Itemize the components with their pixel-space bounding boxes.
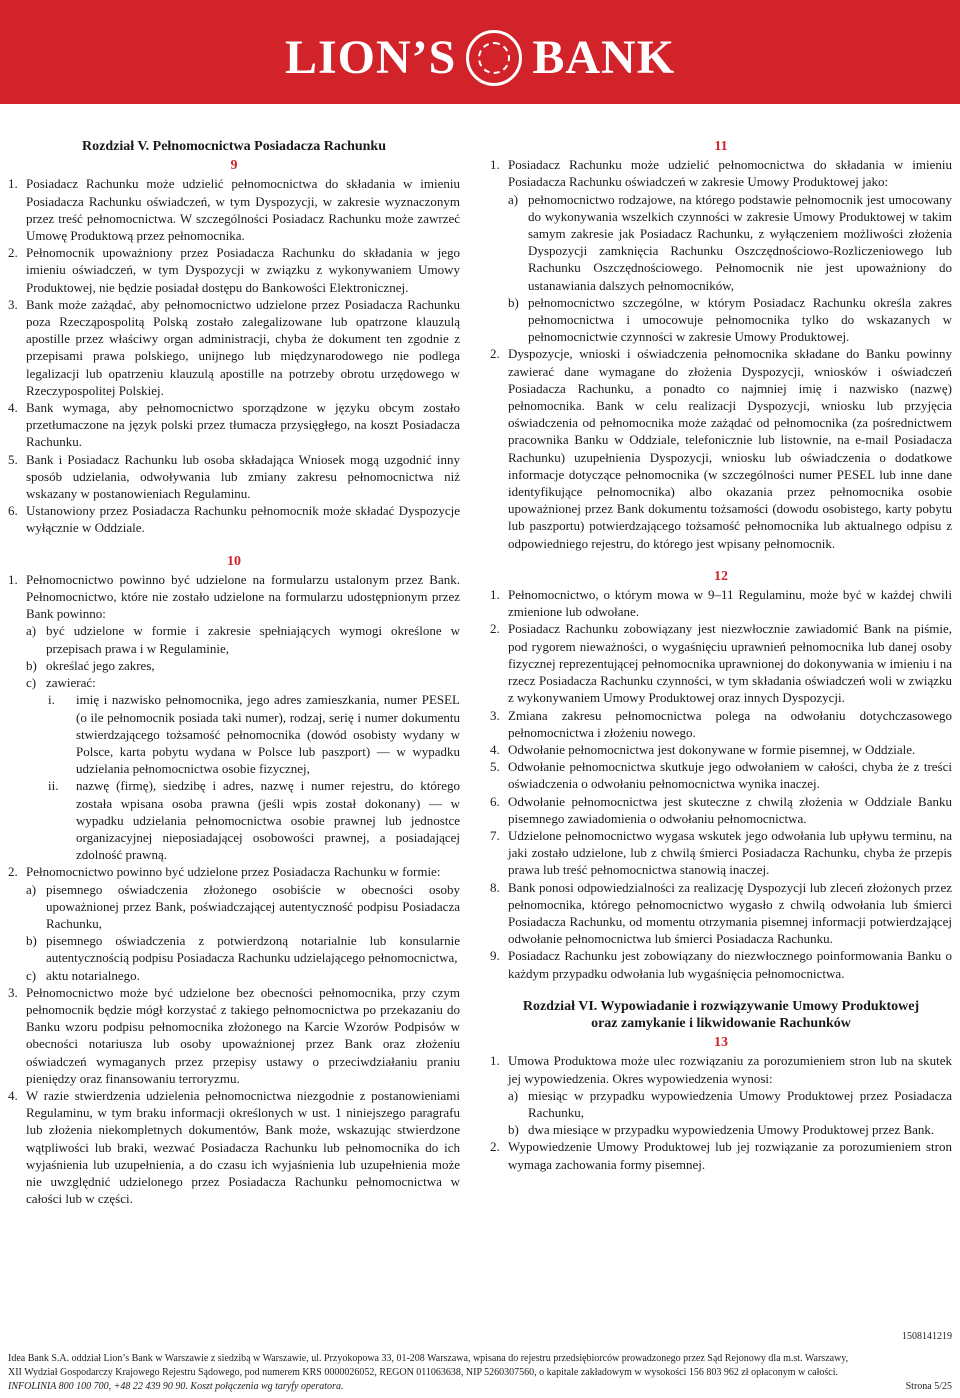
page-number: Strona 5/25 bbox=[905, 1381, 952, 1392]
list-item: 9. Posiadacz Rachunku jest zobowiązany do niezwłocznego poinformowania Banku o każdym przypadku odwołania lub wygaśnięcia pełnomocnictwa. bbox=[490, 948, 952, 981]
brand-name-right: BANK bbox=[532, 30, 676, 84]
list-item: 1. Posiadacz Rachunku może udzielić pełnomocnictwa do składania w imieniu Posiadacza Rachunku oświadczeń, w tym Dyspozycji, w zakresie wyznaczonym przez treść pełnomocnictwa. W szczególności Posiadacz Rachunku może zawrzeć Umowę Produktową przez pełnomocnika. bbox=[8, 176, 460, 244]
list-item: 2. Wypowiedzenie Umowy Produktowej lub jej rozwiązanie za porozumieniem stron wymaga zachowania formy pisemnej. bbox=[490, 1139, 952, 1172]
list-item: 2. Pełnomocnik upoważniony przez Posiadacza Rachunku do składania w jego imieniu oświadczeń, w tym Dyspozycji w związku z wykonywaniem Umowy Produktowej, nie będzie posiadał dostępu do Bankowości Elektronicznej. bbox=[8, 245, 460, 295]
chapter-title: Rozdział VI. Wypowiadanie i rozwiązywanie Umowy Produktowej oraz zamykanie i likwidowanie Rachunków bbox=[522, 998, 920, 1031]
list-item: 4. W razie stwierdzenia udzielenia pełnomocnictwa niezgodnie z postanowieniami Regulaminu, w tym braku informacji określonych w ust. 1 niniejszego paragrafu lub złożenia niekompletnych dokumentów, Bank może, wskazując stwierdzone wątpliwości lub braki, wezwać Posiadacza Rachunku lub pełnomocnika do ich wyjaśnienia lub uzupełnienia, a do czasu ich wyjaśnienia lub uzupełnienia może nie uwzględnić udzielonego przez Posiadacza Rachunku pełnomocnictwa w całości lub w części. bbox=[8, 1087, 460, 1207]
list-item: 1. Pełnomocnictwo, o którym mowa w 9–11 Regulaminu, może być w każdej chwili zmienione lub odwołane. bbox=[490, 587, 952, 620]
section-heading: 12 bbox=[714, 568, 728, 584]
list-item: 5. Odwołanie pełnomocnictwa skutkuje jego odwołaniem w całości, chyba że z treści oświadczenia o odwołaniu pełnomocnictwa wynika inaczej. bbox=[490, 759, 952, 792]
sub-item: a) być udzielone w formie i zakresie spełniających wymogi określone w przepisach prawa i w Regulaminie, bbox=[26, 623, 460, 656]
sub-item: b) pełnomocnictwo szczególne, w którym Posiadacz Rachunku określa zakres pełnomocnictwa i umocowuje pełnomocnika tylko do wskazanych w pełnomocnictwie czynności w zakresie Umowy Produktowej. bbox=[508, 294, 952, 345]
section-heading: 13 bbox=[714, 1035, 728, 1051]
section-heading: 9 bbox=[230, 158, 238, 174]
right-column bbox=[490, 138, 952, 1173]
footer-contact-row bbox=[8, 1380, 952, 1394]
list-item: 6. Ustanowiony przez Posiadacza Rachunku pełnomocnik może składać Dyspozycje wyłącznie w Oddziale. bbox=[8, 503, 460, 536]
list-item: 6. Odwołanie pełnomocnictwa jest skuteczne z chwilą złożenia w Oddziale Banku pisemnego zawiadomienia o odwołaniu pełnomocnictwa. bbox=[490, 793, 952, 826]
footer-legal-line: Idea Bank S.A. oddział Lion’s Bank w Warszawie z siedzibą w Warszawie, ul. Przyokopowa 33, 01-208 Warszawa, wpisana do rejestru przedsiębiorców prowadzonego przez Sąd Rejonowy dla m.st. Warszawy, bbox=[8, 1353, 849, 1364]
section-heading: 10 bbox=[227, 553, 241, 569]
sub-item: c) aktu notarialnego. bbox=[26, 967, 140, 983]
brand-name-left: LION’S bbox=[284, 30, 457, 84]
list-item: 4. Odwołanie pełnomocnictwa jest dokonywane w formie pisemnej, w Oddziale. bbox=[490, 741, 916, 757]
sub-item: b) dwa miesiące w przypadku wypowiedzenia Umowy Produktowej przez Bank. bbox=[508, 1122, 935, 1138]
sub-item: a) miesiąc w przypadku wypowiedzenia Umowy Produktowej przez Posiadacza Rachunku, bbox=[508, 1087, 952, 1120]
sub-sub-item: i. imię i nazwisko pełnomocnika, jego adres zamieszkania, numer PESEL (o ile pełnomocnik posiada taki numer), rodzaj, serię i numer dokumentu stwierdzającego tożsamość pełnomocnika (dowód osobisty wydany w Polsce, karta pobytu wydana w Polsce lub paszport) — w wypadku udzielania pełnomocnictwa osobie fizycznej, bbox=[48, 692, 460, 777]
list-item: 2. Dyspozycje, wnioski i oświadczenia pełnomocnika składane do Banku powinny zawierać dane wymagane do złożenia Dyspozycji, wniosków i oświadczeń Posiadacza Rachunku, a ponadto co najmniej imię i nazwisko (nazwę) pełnomocnika. Bank w celu realizacji Dyspozycji, wniosku lub przyjęcia oświadczenia od pełnomocnika może zażądać od pełnomocnika (za pośrednictwem pracownika Banku w Oddziale, telefonicznie lub listownie, na e-mail Posiadacza Rachunku) uzupełnienia Dyspozycji, wniosku lub oświadczenia o dodatkowe informacje dotyczące pełnomocnika (w szczególności numer PESEL lub inne dane identyfikujące pełnomocnika) albo okazania przez pełnomocnika osobie upoważnionej przez Bank dokumentu tożsamości (dowodu osobistego, karty pobytu lub paszportu) potwierdzającego tożsamość pełnomocnika lub aktualnego odpisu z odpowiedniego rejestru, do którego jest wpisany pełnomocnik. bbox=[490, 346, 952, 551]
list-item: 1. Umowa Produktowa może ulec rozwiązaniu za porozumieniem stron lub na skutek jej wypowiedzenia. Okres wypowiedzenia wynosi: bbox=[490, 1053, 952, 1086]
list-item: 1. Posiadacz Rachunku może udzielić pełnomocnictwa do składania w imieniu Posiadacza Rachunku oświadczeń w zakresie Umowy Produktowej jako: bbox=[490, 157, 952, 190]
sub-item: c) zawierać: bbox=[26, 675, 96, 691]
left-column bbox=[8, 138, 460, 1207]
list-item: 3. Bank może zażądać, aby pełnomocnictwo udzielone przez Posiadacza Rachunku poza Rzecząpospolitą Polską zostało zalegalizowane lub opatrzone klauzulą apostille przez właściwy organ administracji, chyba że dokument ten zgodnie z przepisami prawa polskiego, unijnego lub międzynarodowego nie podlega legalizacji lub opatrzeniu klauzulą apostille na potrzeby obrotu urzędowego w Rzeczypospolitej Polskiej. bbox=[8, 296, 460, 398]
list-item: 7. Udzielone pełnomocnictwo wygasa wskutek jego odwołania lub upływu terminu, na jaki zostało udzielone, lub z chwilą śmierci Posiadacza Rachunku, chyba że przepis prawa lub treść pełnomocnictwa stanowią inaczej. bbox=[490, 827, 952, 878]
brand-header bbox=[0, 0, 960, 104]
sub-item: b) pisemnego oświadczenia z potwierdzoną notarialnie lub konsularnie autentycznością podpisu Posiadacza Rachunku udzielającego pełnomocnictwa, bbox=[26, 933, 460, 966]
sub-sub-item: ii. nazwę (firmę), siedzibę i adres, nazwę i numer rejestru, do którego została wpisana osoba prawna (jeśli wpis został dokonany) — w wypadku udzielania pełnomocnictwa osobie prawnej lub jednostce organizacyjnej nieposiadającej osobowości prawnej, a posiadającej zdolność prawną. bbox=[48, 778, 460, 863]
list-item: 3. Pełnomocnictwo może być udzielone bez obecności pełnomocnika, przy czym pełnomocnik będzie mógł korzystać z takiego pełnomocnictwa po przekazaniu do Banku wzoru podpisu pełnomocnika złożonego na Karcie Wzorów Podpisów w obecności notariusza lub osoby upoważnionej przez Bank oraz złożeniu oświadczeń wymaganych przez przepisy ustawy o przeciwdziałaniu praniu pieniędzy oraz finansowaniu terroryzmu. bbox=[8, 984, 460, 1086]
chapter-title: Rozdział V. Pełnomocnictwa Posiadacza Rachunku bbox=[82, 139, 386, 154]
list-item: 4. Bank wymaga, aby pełnomocnictwo sporządzone w języku obcym zostało przetłumaczone na język polski przez tłumacza przysięgłego, na koszt Posiadacza Rachunku. bbox=[8, 400, 460, 450]
section-heading: 11 bbox=[714, 139, 728, 154]
document-code: 1508141219 bbox=[902, 1331, 952, 1342]
footer-hotline: INFOLINIA 800 100 700, +48 22 439 90 90. Koszt połączenia wg taryfy operatora. bbox=[8, 1381, 344, 1392]
list-item: 2. Posiadacz Rachunku zobowiązany jest niezwłocznie zawiadomić Bank na piśmie, pod rygorem nieważności, o wygaśnięciu uprawnień pełnomocnika lub danej osoby fizycznej reprezentującej pełnomocnika uprawnionej do dokonywania w imieniu i na rzecz Posiadacza Rachunku czynności, w tym składania oświadczeń woli w związku z wykonywaniem Umowy Produktowej oraz innych Dyspozycji. bbox=[490, 621, 952, 706]
sub-item: a) pisemnego oświadczenia złożonego osobiście w obecności osoby upoważnionej przez Bank, poświadczającej autentyczność podpisu Posiadacza Rachunku, bbox=[26, 881, 460, 931]
brand-logo bbox=[0, 28, 960, 86]
lion-head-icon bbox=[466, 30, 522, 86]
sub-item: b) określać jego zakres, bbox=[26, 657, 155, 673]
list-item: 1. Pełnomocnictwo powinno być udzielone na formularzu ustalonym przez Bank. Pełnomocnictwo, które nie zostało udzielone na formularzu udostępnionym przez Bank powinno: bbox=[8, 571, 460, 622]
sub-item: a) pełnomocnictwo rodzajowe, na którego podstawie pełnomocnik jest umocowany do wykonywania wszelkich czynności w zakresie Umowy Produktowej w takim samym zakresie jak Posiadacz Rachunku, z wyłączeniem możliwości złożenia Dyspozycji zamknięcia Rachunku Oszczędnościowo-Rozliczeniowego lub Rachunku Oszczędnościowego. Pełnomocnik nie jest upoważniony do ustanawiania dalszych pełnomocników, bbox=[508, 191, 952, 293]
list-item: 3. Zmiana zakresu pełnomocnictwa polega na odwołaniu dotychczasowego pełnomocnictwa i złożeniu nowego. bbox=[490, 707, 952, 740]
list-item: 2. Pełnomocnictwo powinno być udzielone przez Posiadacza Rachunku w formie: bbox=[8, 864, 441, 880]
footer-legal-line: XII Wydział Gospodarczy Krajowego Rejestru Sądowego, pod numerem KRS 0000026052, REGON 011063638, NIP 5260307560, o kapitale zakładowym w wysokości 156 803 962 zł opłaconym w całości. bbox=[8, 1367, 838, 1378]
page-footer bbox=[8, 1330, 952, 1394]
list-item: 8. Bank ponosi odpowiedzialności za realizację Dyspozycji lub zleceń złożonych przez pełnomocnika, którego pełnomocnictwo wygasło z chwilą odwołania lub śmierci Posiadacza Rachunku, od momentu otrzymania pisemnej informacji potwierdzającej odwołanie pełnomocnictwa lub śmierci Posiadacza Rachunku. bbox=[490, 879, 952, 947]
list-item: 5. Bank i Posiadacz Rachunku lub osoba składająca Wniosek mogą uzgodnić inny sposób udzielania, odwoływania lub zmiany zakresu pełnomocnictwa niż wskazany w postanowieniach Regulaminu. bbox=[8, 451, 460, 502]
